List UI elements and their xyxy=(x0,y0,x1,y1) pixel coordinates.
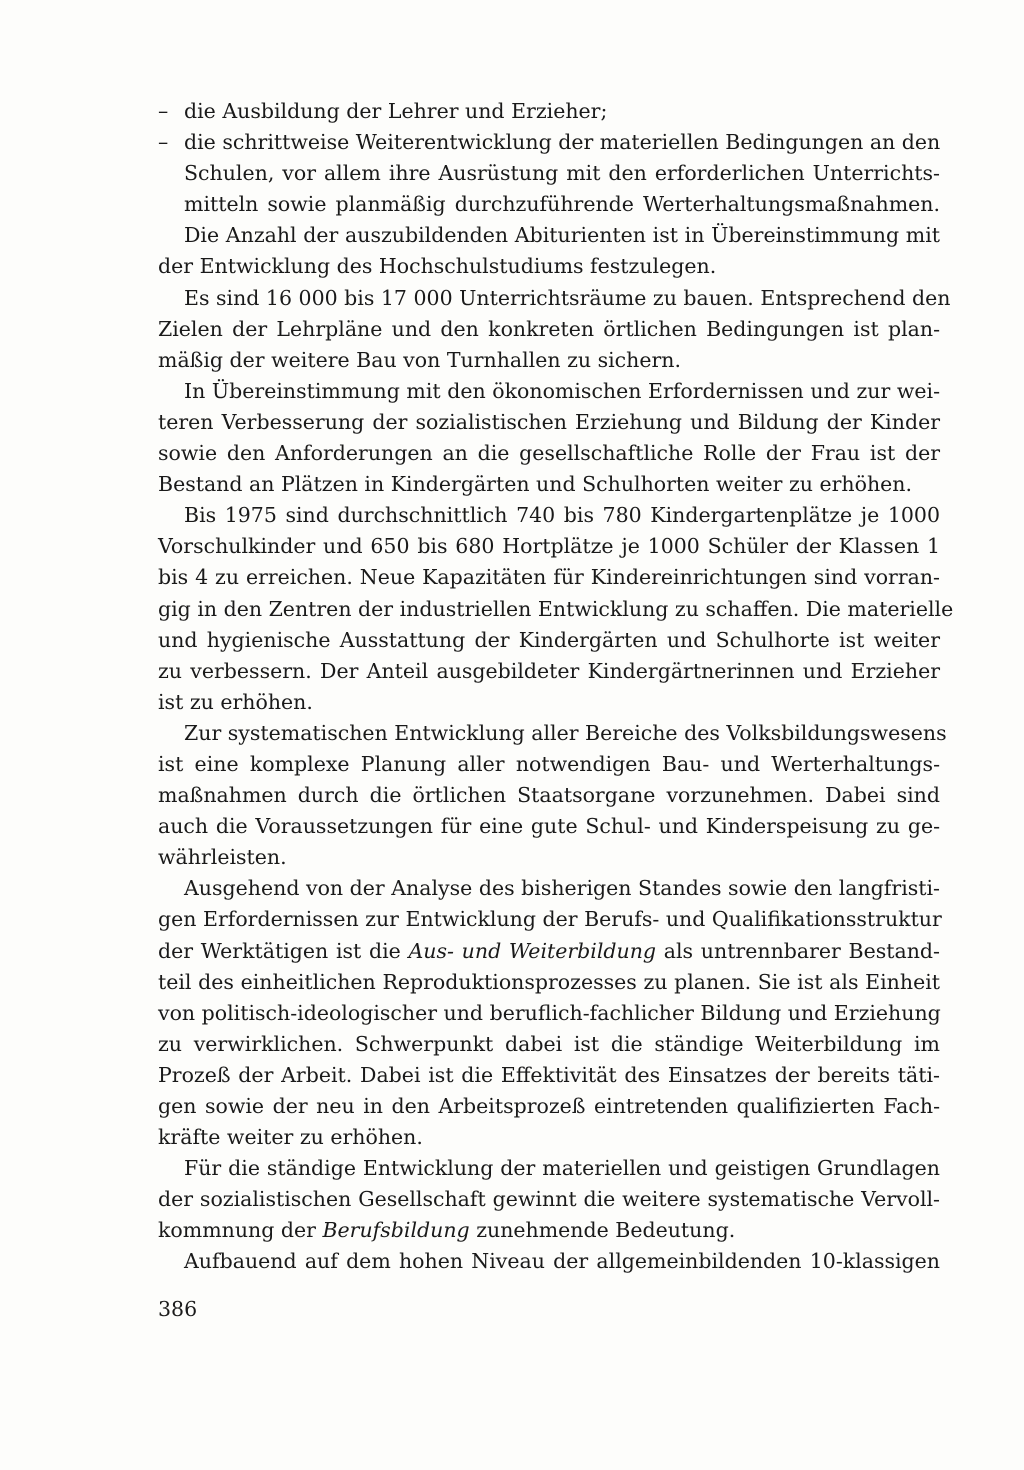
text-line: Zielen der Lehrpläne und den konkreten örtlichen Bedingungen ist plan- xyxy=(158,316,940,341)
text-line: zu verwirklichen. Schwerpunkt dabei ist die ständige Weiterbildung im xyxy=(158,1031,940,1056)
text-line: gig in den Zentren der industriellen Entwicklung zu schaffen. Die materielle xyxy=(158,596,954,621)
text-line: auch die Voraussetzungen für eine gute Schul- und Kinderspeisung zu ge- xyxy=(158,814,940,839)
text-line xyxy=(158,127,940,158)
text-line: Prozeß der Arbeit. Dabei ist die Effektivität des Einsatzes der bereits täti- xyxy=(158,1062,940,1087)
text-line: Ausgehend von der Analyse des bisherigen Standes sowie den langfristi- xyxy=(184,876,940,901)
text-line: und hygienische Ausstattung der Kindergärten und Schulhorte ist weiter xyxy=(158,627,940,652)
text-line xyxy=(158,936,940,967)
text-line: gen sowie der neu in den Arbeitsprozeß eintretenden qualifizierten Fach- xyxy=(158,1094,940,1118)
text-line xyxy=(158,96,940,127)
list-dash: – xyxy=(158,99,169,123)
text-line: Aufbauend auf dem hohen Niveau der allgemeinbildenden 10-klassigen xyxy=(184,1249,940,1274)
text-line: Es sind 16 000 bis 17 000 Unterrichtsräume zu bauen. Entsprechend den xyxy=(184,285,951,310)
text-line: Schulen, vor allem ihre Ausrüstung mit den erforderlichen Unterrichts- xyxy=(184,161,940,186)
text-line: kräfte weiter zu erhöhen. xyxy=(158,1125,423,1150)
text-line: ist zu erhöhen. xyxy=(158,689,313,714)
text-line: teil des einheitlichen Reproduktionsprozesses zu planen. Sie ist als Einheit xyxy=(158,969,940,994)
text-segment: zunehmende Bedeutung. xyxy=(469,1218,736,1243)
text-line: Zur systematischen Entwicklung aller Bereiche des Volksbildungswesens xyxy=(184,720,947,745)
page-number: 386 xyxy=(158,1297,198,1321)
text-line: Bis 1975 sind durchschnittlich 740 bis 780 Kindergartenplätze je 1000 xyxy=(184,503,940,528)
text-line: Bestand an Plätzen in Kindergärten und Schulhorten weiter zu erhöhen. xyxy=(158,472,912,497)
text-line: Für die ständige Entwicklung der materiellen und geistigen Grundlagen xyxy=(184,1156,940,1181)
text-line: bis 4 zu erreichen. Neue Kapazitäten für Kindereinrichtungen sind vorran- xyxy=(158,565,940,590)
text-line: ist eine komplexe Planung aller notwendigen Bau- und Werterhaltungs- xyxy=(158,751,940,776)
text-segment: als untrennbarer Bestand- xyxy=(656,938,940,963)
text-line: währleisten. xyxy=(158,845,287,870)
text-line: gen Erfordernissen zur Entwicklung der Berufs- und Qualifikationsstruktur xyxy=(158,907,942,932)
emphasized-text: Aus- und Weiterbildung xyxy=(408,938,657,963)
body-text xyxy=(158,96,954,1278)
text-line: Vorschulkinder und 650 bis 680 Hortplätze je 1000 Schüler der Klassen 1 xyxy=(158,534,940,559)
emphasized-text: Berufsbildung xyxy=(322,1218,470,1243)
text-line: sowie den Anforderungen an die gesellschaftliche Rolle der Frau ist der xyxy=(158,441,940,466)
text-line: teren Verbesserung der sozialistischen Erziehung und Bildung der Kinder xyxy=(158,409,940,434)
text-line: zu verbessern. Der Anteil ausgebildeter Kindergärtnerinnen und Erzieher xyxy=(158,658,940,683)
text-line xyxy=(158,1215,940,1246)
list-item-text: die Ausbildung der Lehrer und Erzieher; xyxy=(184,99,608,123)
text-line: mäßig der weitere Bau von Turnhallen zu sichern. xyxy=(158,347,682,372)
list-item-text: die schrittweise Weiterentwicklung der materiellen Bedingungen an den xyxy=(184,130,941,155)
text-line: Die Anzahl der auszubildenden Abiturienten ist in Übereinstimmung mit xyxy=(184,223,940,248)
text-segment: der Werktätigen ist die xyxy=(158,938,409,963)
text-line: maßnahmen durch die örtlichen Staatsorgane vorzunehmen. Dabei sind xyxy=(158,783,940,808)
list-dash: – xyxy=(158,130,169,155)
text-segment: kommnung der xyxy=(158,1218,323,1243)
text-line: der sozialistischen Gesellschaft gewinnt die weitere systematische Vervoll- xyxy=(158,1187,940,1212)
text-line: von politisch-ideologischer und beruflich-fachlicher Bildung und Erziehung xyxy=(158,1000,941,1025)
text-line: In Übereinstimmung mit den ökonomischen Erfordernissen und zur wei- xyxy=(184,378,940,403)
text-line: der Entwicklung des Hochschulstudiums festzulegen. xyxy=(158,254,717,279)
text-line: mitteln sowie planmäßig durchzuführende Werterhaltungsmaßnahmen. xyxy=(184,192,940,217)
